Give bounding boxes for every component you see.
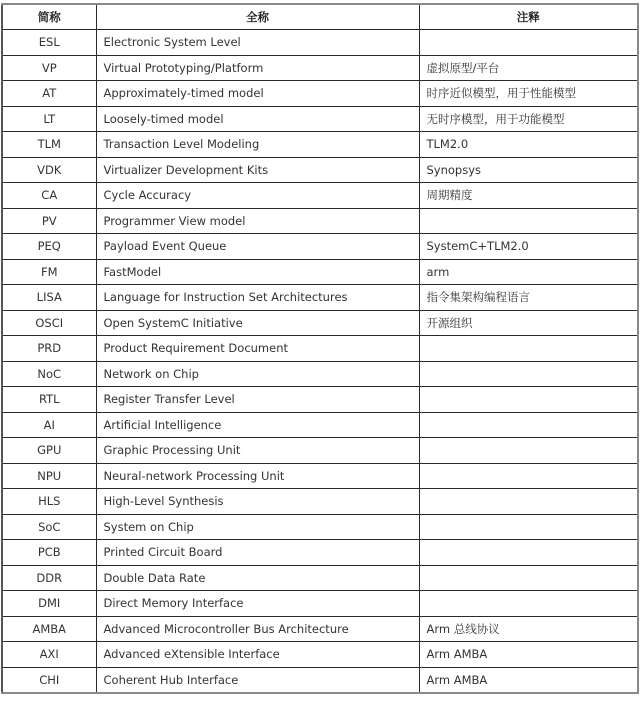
full-name-cell: Register Transfer Level <box>96 387 419 413</box>
full-name-cell: Coherent Hub Interface <box>96 667 419 693</box>
abbr-cell: ESL <box>2 30 96 56</box>
abbr-cell: PEQ <box>2 234 96 260</box>
abbr-cell: CHI <box>2 667 96 693</box>
table-row <box>2 310 638 336</box>
table-row <box>2 106 638 132</box>
full-name-cell: High-Level Synthesis <box>96 489 419 515</box>
abbr-cell: NPU <box>2 463 96 489</box>
table-row <box>2 285 638 311</box>
table-row <box>2 183 638 209</box>
abbr-cell: DMI <box>2 591 96 617</box>
full-name-cell: Neural-network Processing Unit <box>96 463 419 489</box>
table-row <box>2 55 638 81</box>
note-cell <box>419 591 638 617</box>
full-name-cell: Cycle Accuracy <box>96 183 419 209</box>
table-row <box>2 438 638 464</box>
full-name-cell: Network on Chip <box>96 361 419 387</box>
abbr-cell: LT <box>2 106 96 132</box>
full-name-cell: Printed Circuit Board <box>96 540 419 566</box>
note-cell: SystemC+TLM2.0 <box>419 234 638 260</box>
full-name-cell: Advanced Microcontroller Bus Architecture <box>96 616 419 642</box>
abbr-cell: TLM <box>2 132 96 158</box>
abbr-cell: PCB <box>2 540 96 566</box>
note-cell: Arm AMBA <box>419 667 638 693</box>
header-note: 注释 <box>419 4 638 30</box>
full-name-cell: FastModel <box>96 259 419 285</box>
note-cell <box>419 412 638 438</box>
glossary-table <box>1 3 639 694</box>
full-name-cell: Loosely-timed model <box>96 106 419 132</box>
full-name-cell: Open SystemC Initiative <box>96 310 419 336</box>
table-row <box>2 234 638 260</box>
note-cell: TLM2.0 <box>419 132 638 158</box>
full-name-cell: Language for Instruction Set Architectures <box>96 285 419 311</box>
full-name-cell: Electronic System Level <box>96 30 419 56</box>
note-cell: 时序近似模型，用于性能模型 <box>419 81 638 107</box>
full-name-cell: Product Requirement Document <box>96 336 419 362</box>
note-cell: 周期精度 <box>419 183 638 209</box>
table-row <box>2 81 638 107</box>
note-cell: 指令集架构编程语言 <box>419 285 638 311</box>
table-row <box>2 616 638 642</box>
table-row <box>2 259 638 285</box>
abbr-cell: AI <box>2 412 96 438</box>
full-name-cell: Programmer View model <box>96 208 419 234</box>
full-name-cell: System on Chip <box>96 514 419 540</box>
full-name-cell: Advanced eXtensible Interface <box>96 642 419 668</box>
full-name-cell: Artificial Intelligence <box>96 412 419 438</box>
abbr-cell: AMBA <box>2 616 96 642</box>
table-row <box>2 132 638 158</box>
note-cell: 虚拟原型/平台 <box>419 55 638 81</box>
abbr-cell: FM <box>2 259 96 285</box>
note-cell <box>419 463 638 489</box>
table-row <box>2 667 638 693</box>
table-row <box>2 387 638 413</box>
abbr-cell: AT <box>2 81 96 107</box>
note-cell <box>419 208 638 234</box>
full-name-cell: Virtual Prototyping/Platform <box>96 55 419 81</box>
table-row <box>2 463 638 489</box>
note-cell: Arm 总线协议 <box>419 616 638 642</box>
note-cell <box>419 336 638 362</box>
abbr-cell: GPU <box>2 438 96 464</box>
note-cell: 开源组织 <box>419 310 638 336</box>
table-row <box>2 591 638 617</box>
note-cell <box>419 361 638 387</box>
table-row <box>2 540 638 566</box>
abbr-cell: SoC <box>2 514 96 540</box>
note-cell: Synopsys <box>419 157 638 183</box>
table-row <box>2 412 638 438</box>
note-cell <box>419 387 638 413</box>
header-full-name: 全称 <box>96 4 419 30</box>
full-name-cell: Virtualizer Development Kits <box>96 157 419 183</box>
abbr-cell: HLS <box>2 489 96 515</box>
table-row <box>2 642 638 668</box>
table-row <box>2 157 638 183</box>
full-name-cell: Approximately-timed model <box>96 81 419 107</box>
abbr-cell: PRD <box>2 336 96 362</box>
abbr-cell: RTL <box>2 387 96 413</box>
note-cell: Arm AMBA <box>419 642 638 668</box>
note-cell <box>419 30 638 56</box>
header-abbr: 简称 <box>2 4 96 30</box>
abbr-cell: VP <box>2 55 96 81</box>
abbr-cell: OSCI <box>2 310 96 336</box>
abbr-cell: PV <box>2 208 96 234</box>
note-cell: 无时序模型，用于功能模型 <box>419 106 638 132</box>
note-cell <box>419 514 638 540</box>
full-name-cell: Graphic Processing Unit <box>96 438 419 464</box>
note-cell <box>419 565 638 591</box>
full-name-cell: Double Data Rate <box>96 565 419 591</box>
abbr-cell: DDR <box>2 565 96 591</box>
abbr-cell: AXI <box>2 642 96 668</box>
table-row <box>2 336 638 362</box>
full-name-cell: Direct Memory Interface <box>96 591 419 617</box>
abbr-cell: LISA <box>2 285 96 311</box>
abbr-cell: CA <box>2 183 96 209</box>
abbr-cell: VDK <box>2 157 96 183</box>
note-cell <box>419 489 638 515</box>
note-cell: arm <box>419 259 638 285</box>
table-row <box>2 208 638 234</box>
table-row <box>2 489 638 515</box>
full-name-cell: Transaction Level Modeling <box>96 132 419 158</box>
table-row <box>2 565 638 591</box>
table-row <box>2 30 638 56</box>
abbr-cell: NoC <box>2 361 96 387</box>
note-cell <box>419 540 638 566</box>
table-body <box>2 30 638 693</box>
full-name-cell: Payload Event Queue <box>96 234 419 260</box>
table-row <box>2 514 638 540</box>
header-row <box>2 4 638 30</box>
table-row <box>2 361 638 387</box>
note-cell <box>419 438 638 464</box>
